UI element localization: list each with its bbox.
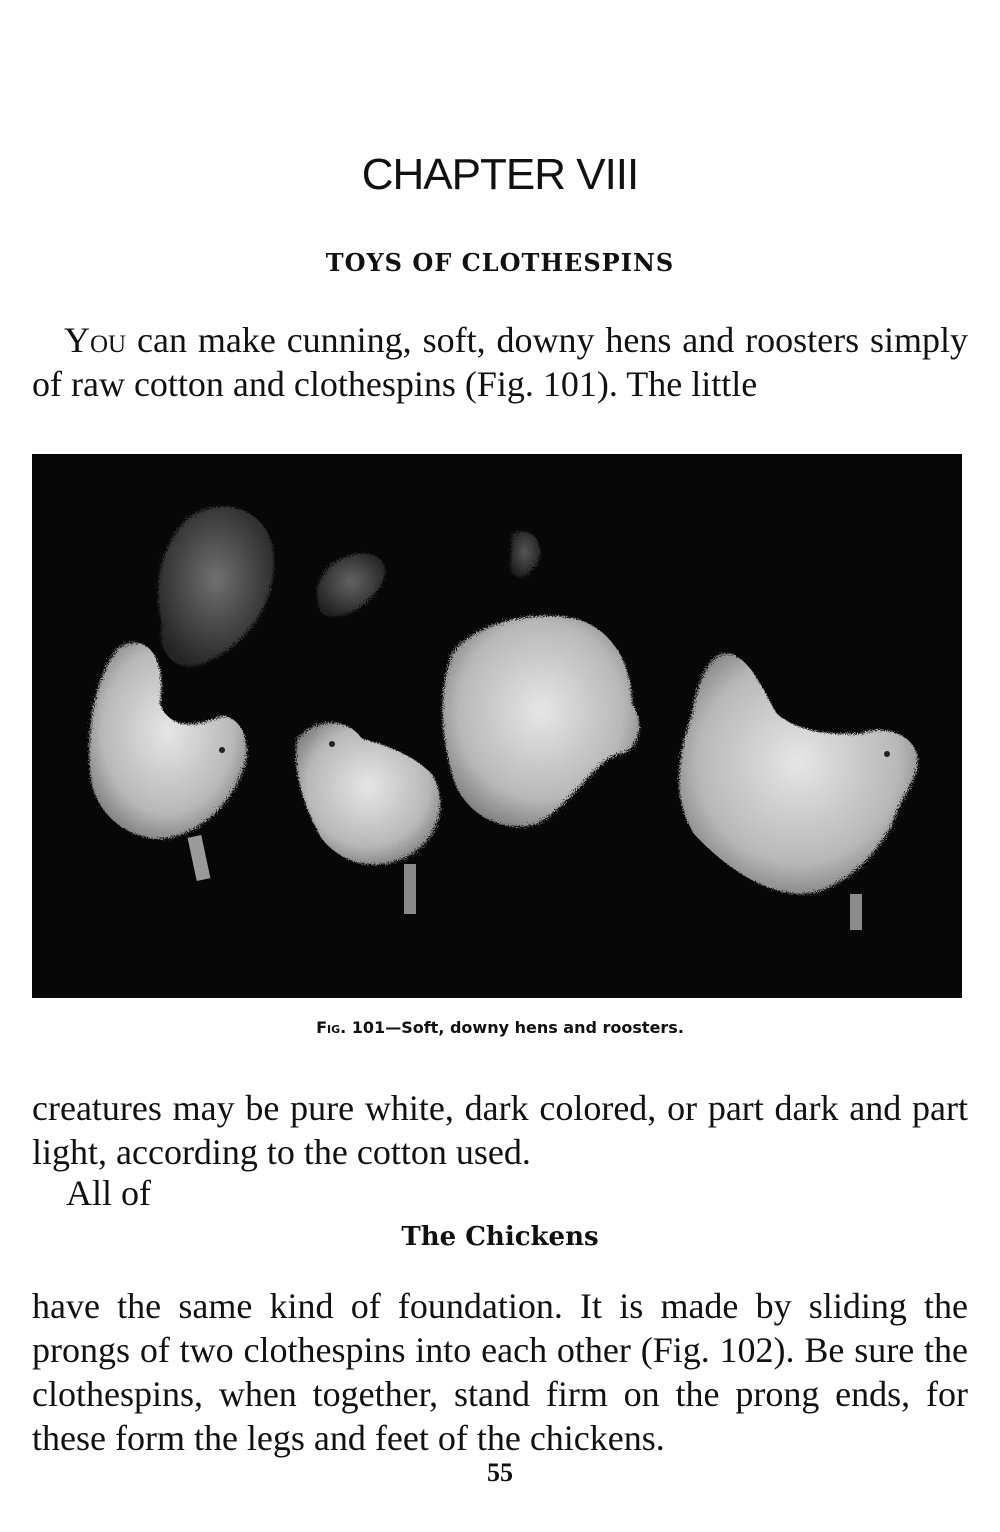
all-of-text: All of [66,1173,151,1213]
body-paragraph: have the same kind of foundation. It is made by sliding the prongs of two clothespins into each other (Fig. 102). Be sure the clothespins, when together, stand firm on the prong ends, for these form the legs and feet of the chickens. [32,1286,968,1458]
intro-text: can make cunning, soft, downy hens and roosters simply of raw cotton and clothespins (Fig. 101). The little [32,320,968,404]
hen-right-eye [884,751,890,757]
figure-label: Fig. 101 [316,1018,386,1037]
hen-middle-left-eye [329,741,335,747]
hen-right-legs [850,894,862,930]
page-number: 55 [487,1458,513,1487]
figure-caption [0,1018,1000,1037]
figure-photo-hens-roosters [32,454,962,998]
hens-roosters-photo [32,454,962,998]
hen-left-eye [219,747,225,753]
hen-middle-left-legs [404,864,416,914]
intro-lead-word: You [64,320,127,360]
continuation-paragraph: creatures may be pure white, dark colored, or part dark and part light, according to the cotton used. [32,1088,968,1172]
chapter-subtitle: TOYS OF CLOTHESPINS [325,248,675,277]
intro-paragraph [32,318,968,406]
figure-caption-text: —Soft, downy hens and roosters. [385,1018,684,1037]
chapter-title: CHAPTER VIII [361,150,639,199]
section-subheading: The Chickens [401,1222,599,1252]
